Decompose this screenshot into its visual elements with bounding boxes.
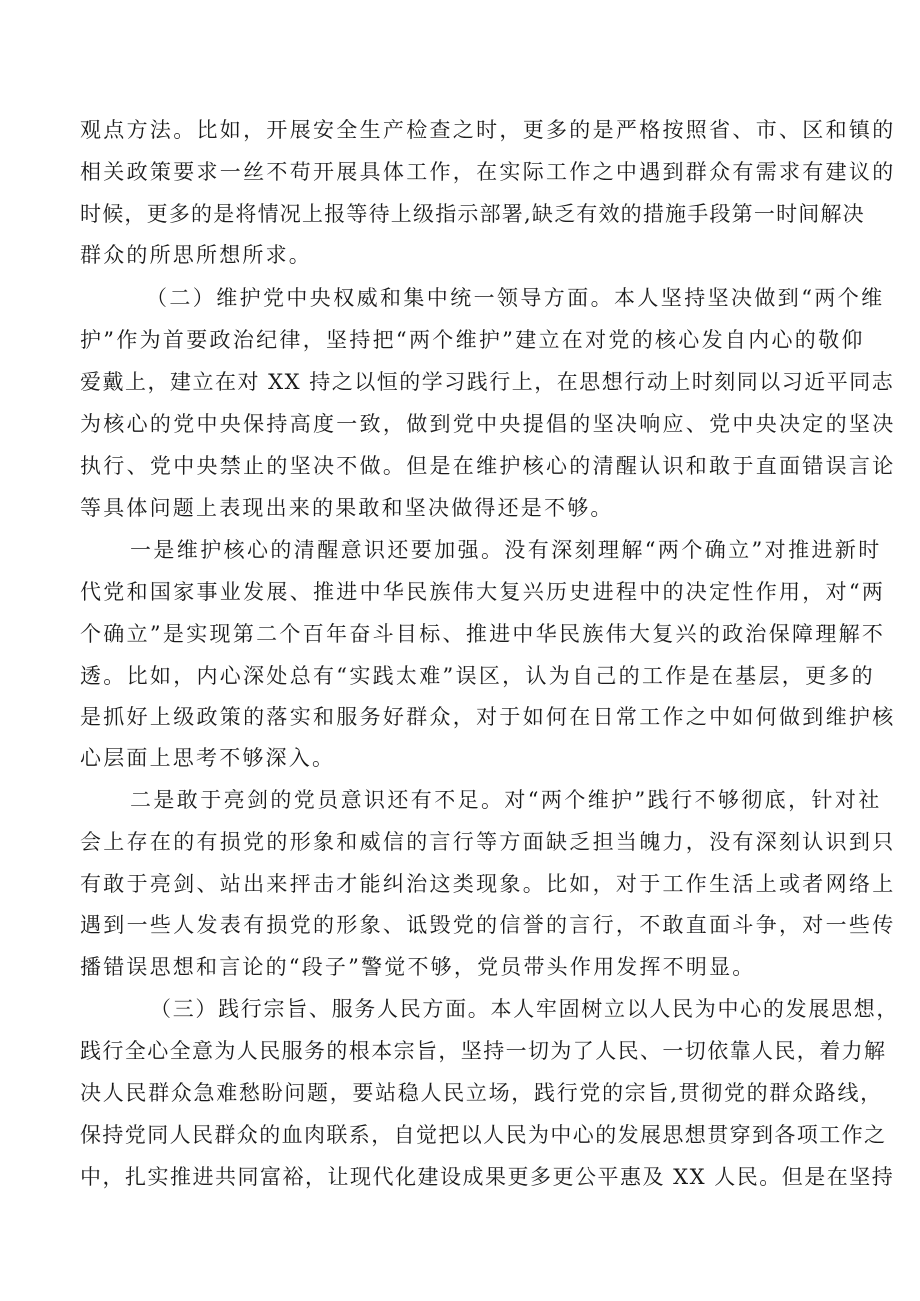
text-line: 观点方法。比如，开展安全生产检查之时，更多的是严格按照省、市、区和镇的 — [80, 118, 896, 142]
text-line: 代党和国家事业发展、推进中华民族伟大复兴历史进程中的决定性作用，对“两 — [80, 580, 886, 604]
text-line: 执行、党中央禁止的坚决不做。但是在维护核心的清醒认识和敢于直面错误言论 — [80, 454, 896, 478]
text-line: 践行全心全意为人民服务的根本宗旨，坚持一切为了人民、一切依靠人民，着力解 — [80, 1039, 887, 1063]
text-line: 相关政策要求一丝不苟开展具体工作，在实际工作之中遇到群众有需求有建议的 — [80, 160, 896, 184]
text-line: 护”作为首要政治纪律，坚持把“两个维护”建立在对党的核心发自内心的敬仰 — [80, 328, 865, 352]
text-line: 是抓好上级政策的落实和服务好群众，对于如何在日常工作之中如何做到维护核 — [80, 705, 896, 729]
text-line: 个确立”是实现第二个百年奋斗目标、推进中华民族伟大复兴的政治保障理解不 — [80, 622, 886, 646]
text-line: 为核心的党中央保持高度一致，做到党中央提倡的坚决响应、党中央决定的坚决 — [80, 412, 896, 436]
text-line: 爱戴上，建立在对 XX 持之以恒的学习践行上，在思想行动上时刻同以习近平同志 — [80, 370, 895, 394]
text-line: 心层面上思考不够深入。 — [80, 746, 336, 770]
text-line: 播错误思想和言论的“段子”警觉不够，党员带头作用发挥不明显。 — [80, 955, 756, 979]
text-line: 二是敢于亮剑的党员意识还有不足。对“两个维护”践行不够彻底，针对社 — [130, 788, 882, 812]
text-line: 透。比如，内心深处总有“实践太难”误区，认为自己的工作是在基层，更多的 — [80, 664, 875, 688]
text-line: 保持党同人民群众的血肉联系，自觉把以人民为中心的发展思想贯穿到各项工作之 — [80, 1123, 887, 1147]
text-line: 等具体问题上表现出来的果敢和坚决做得还是不够。 — [80, 496, 614, 520]
text-line: 群众的所思所想所求。 — [80, 243, 312, 267]
text-line: 有敢于亮剑、站出来抨击才能纠治这类现象。比如，对于工作生活上或者网络上 — [80, 872, 896, 896]
text-line: 决人民群众急难愁盼问题，要站稳人民立场，践行党的宗旨,贯彻党的群众路线， — [80, 1081, 883, 1105]
text-line: 一是维护核心的清醒意识还要加强。没有深刻理解“两个确立”对推进新时 — [130, 538, 882, 562]
text-line: 中，扎实推进共同富裕，让现代化建设成果更多更公平惠及 XX 人民。但是在坚持 — [80, 1165, 895, 1189]
section-heading-line: （二）维护党中央权威和集中统一领导方面。本人坚持坚决做到“两个维 — [146, 286, 885, 310]
text-line: 遇到一些人发表有损党的形象、诋毁党的信誉的言行，不敢直面斗争，对一些传 — [80, 913, 896, 937]
text-line: 会上存在的有损党的形象和威信的言行等方面缺乏担当魄力，没有深刻认识到只 — [80, 830, 896, 854]
text-line: 时候，更多的是将情况上报等待上级指示部署,缺乏有效的措施手段第一时间解决 — [80, 202, 865, 226]
section-heading-line: （三）践行宗旨、服务人民方面。本人牢固树立以人民为中心的发展思想， — [150, 997, 900, 1021]
